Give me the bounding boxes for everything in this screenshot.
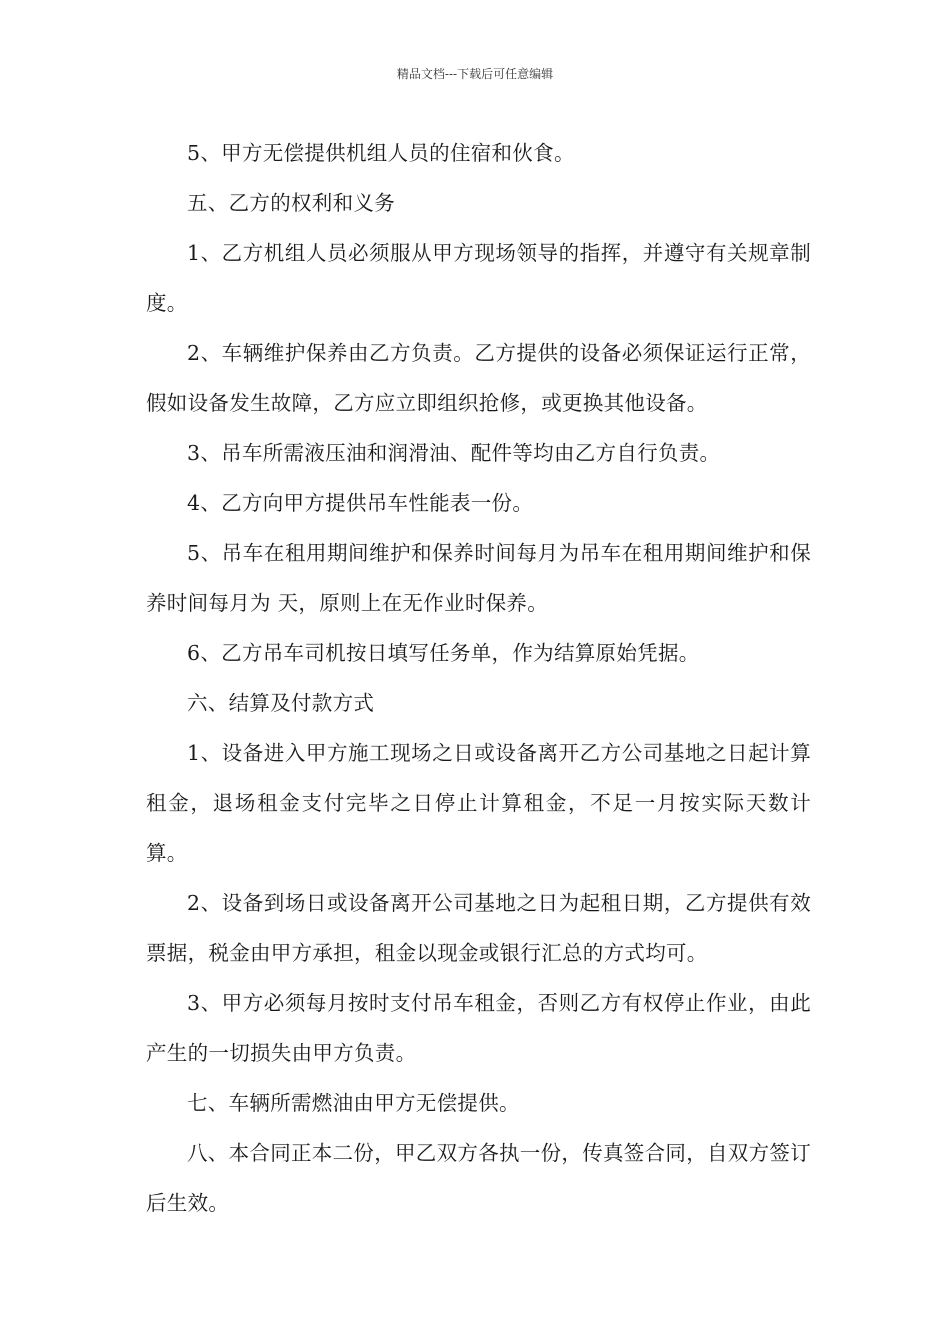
paragraph-maintenance-time: 5、吊车在租用期间维护和保养时间每月为吊车在租用期间维护和保养时间每月为 天，原则上在无作业时保养。 (146, 541, 811, 615)
document-body (146, 128, 811, 1228)
paragraph-obey-command: 1、乙方机组人员必须服从甲方现场领导的指挥，并遵守有关规章制度。 (146, 241, 811, 315)
page-header: 精品文档---下载后可任意编辑 (396, 67, 554, 81)
paragraph-maintenance: 2、车辆维护保养由乙方负责。乙方提供的设备必须保证运行正常，假如设备发生故障，乙方应立即组织抢修，或更换其他设备。 (146, 341, 811, 415)
paragraph-monthly-payment: 3、甲方必须每月按时支付吊车租金，否则乙方有权停止作业，由此产生的一切损失由甲方负责。 (146, 991, 811, 1065)
paragraph-oil-parts: 3、吊车所需液压油和润滑油、配件等均由乙方自行负责。 (187, 441, 721, 465)
paragraph-rent-calculation: 1、设备进入甲方施工现场之日或设备离开乙方公司基地之日起计算租金，退场租金支付完毕之日停止计算租金，不足一月按实际天数计算。 (146, 741, 811, 865)
section-heading-5: 五、乙方的权利和义务 (187, 191, 395, 215)
section-heading-6: 六、结算及付款方式 (187, 691, 375, 715)
paragraph-performance-table: 4、乙方向甲方提供吊车性能表一份。 (187, 491, 534, 515)
section-heading-7: 七、车辆所需燃油由甲方无偿提供。 (187, 1091, 520, 1115)
paragraph-invoice-tax: 2、设备到场日或设备离开公司基地之日为起租日期，乙方提供有效票据，税金由甲方承担，租金以现金或银行汇总的方式均可。 (146, 891, 811, 965)
paragraph-task-sheet: 6、乙方吊车司机按日填写任务单，作为结算原始凭据。 (187, 641, 700, 665)
section-heading-8: 八、本合同正本二份，甲乙双方各执一份，传真签合同，自双方签订后生效。 (146, 1141, 811, 1215)
paragraph-5-accommodation: 5、甲方无偿提供机组人员的住宿和伙食。 (187, 141, 575, 165)
